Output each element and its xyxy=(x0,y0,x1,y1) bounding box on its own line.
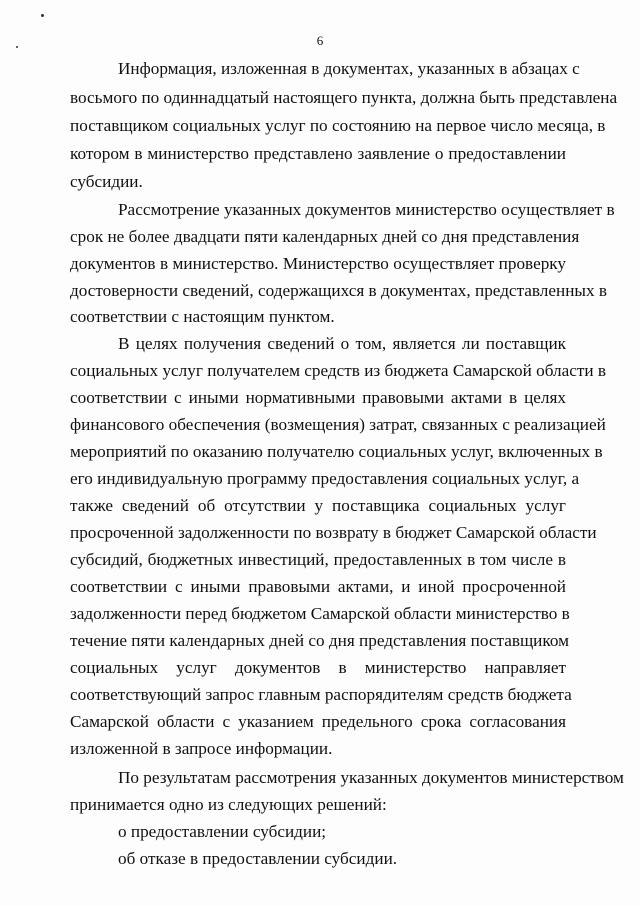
text-line: об отказе в предоставлении субсидии. xyxy=(118,849,398,868)
text-line: течение пяти календарных дней со дня представления поставщиком xyxy=(70,631,569,650)
text-line: восьмого по одиннадцатый настоящего пункта, должна быть представлена xyxy=(70,88,618,107)
text-line: соответствии с иными правовыми актами, и иной просроченной xyxy=(70,577,566,596)
text-line: социальных услуг документов в министерство направляет xyxy=(70,658,566,677)
text-line: соответствии с иными нормативными правовыми актами в целях xyxy=(70,388,566,407)
text-line: документов в министерство. Министерство осуществляет проверку xyxy=(70,254,566,273)
scan-speck xyxy=(41,14,44,17)
text-line: просроченной задолженности по возврату в бюджет Самарской области xyxy=(70,523,597,542)
text-line: котором в министерство представлено заявление о предоставлении xyxy=(70,144,566,163)
text-line: поставщиком социальных услуг по состоянию на первое число месяца, в xyxy=(70,116,606,135)
text-line: соответствии с настоящим пунктом. xyxy=(70,307,335,326)
text-line: принимается одно из следующих решений: xyxy=(70,795,387,814)
text-line: соответствующий запрос главным распорядителям средств бюджета xyxy=(70,685,572,704)
text-line: срок не более двадцати пяти календарных дней со дня представления xyxy=(70,227,580,246)
text-line: субсидий, бюджетных инвестиций, предоставленных в том числе в xyxy=(70,550,566,569)
text-line: его индивидуальную программу предоставления социальных услуг, а xyxy=(70,469,580,488)
text-line: Самарской области с указанием предельного срока согласования xyxy=(70,712,566,731)
text-line: финансового обеспечения (возмещения) затрат, связанных с реализацией xyxy=(70,415,606,434)
text-line: По результатам рассмотрения указанных документов министерством xyxy=(118,768,624,787)
text-line: В целях получения сведений о том, является ли поставщик xyxy=(118,334,566,353)
text-line: Рассмотрение указанных документов министерство осуществляет в xyxy=(118,200,615,219)
text-line: Информация, изложенная в документах, указанных в абзацах с xyxy=(118,59,580,78)
text-line: изложенной в запросе информации. xyxy=(70,739,333,758)
text-line: также сведений об отсутствии у поставщика социальных услуг xyxy=(70,496,566,515)
text-line: мероприятий по оказанию получателю социальных услуг, включенных в xyxy=(70,442,603,461)
page-number: 6 xyxy=(316,33,324,48)
text-line: задолженности перед бюджетом Самарской области министерство в xyxy=(70,604,570,623)
text-line: о предоставлении субсидии; xyxy=(118,822,327,841)
text-line: субсидии. xyxy=(70,172,143,191)
text-line: социальных услуг получателем средств из бюджета Самарской области в xyxy=(70,361,606,380)
text-line: достоверности сведений, содержащихся в документах, представленных в xyxy=(70,281,607,300)
